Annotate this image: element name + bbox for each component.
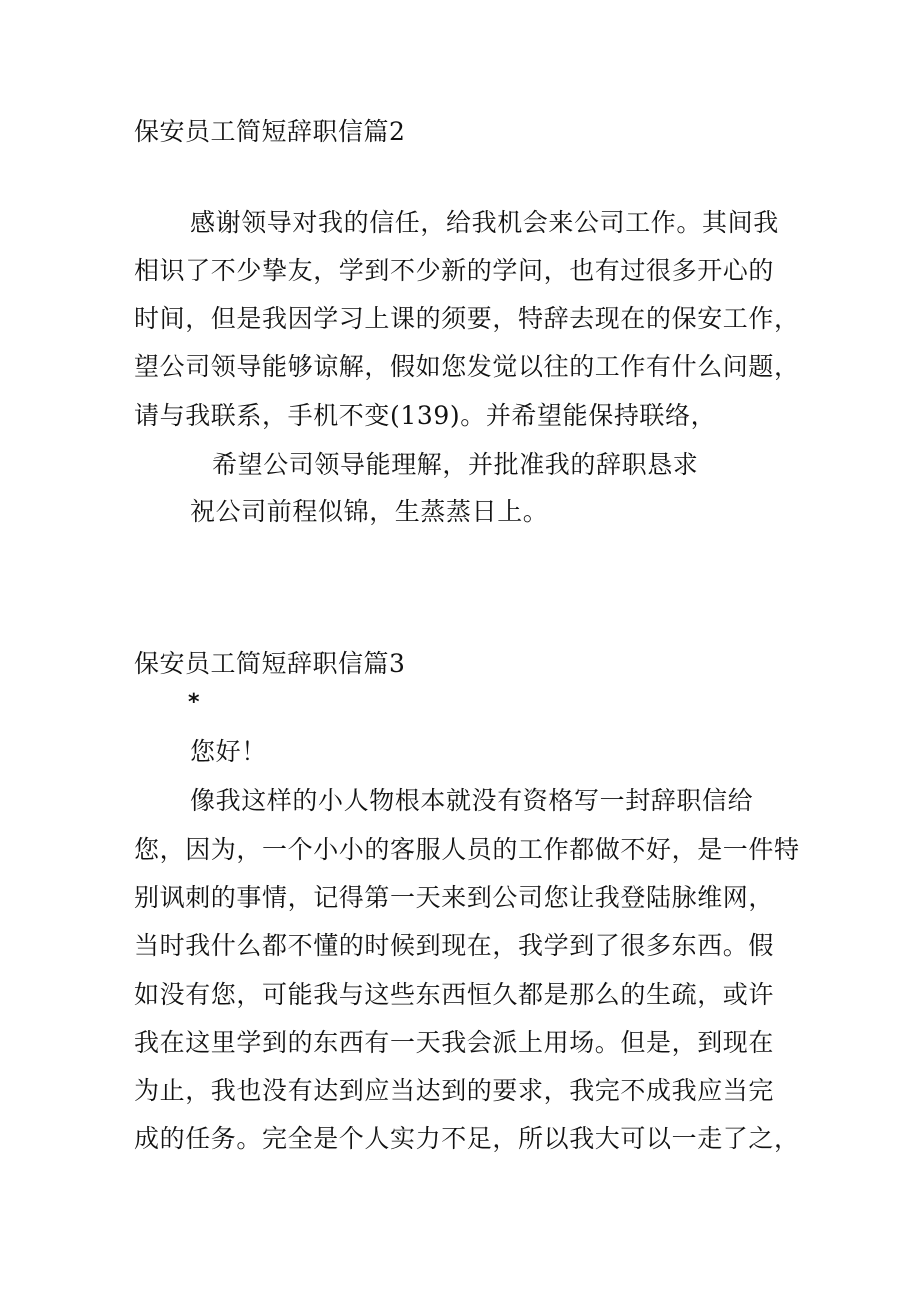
- section-3-line-4: 当时我什么都不懂的时候到现在，我学到了很多东西。假: [134, 931, 775, 960]
- section-2-line-2: 相识了不少挚友，学到不少新的学问，也有过很多开心的: [134, 256, 775, 285]
- section-3-heading: 保安员工简短辞职信篇3: [134, 649, 406, 678]
- section-2-line-5: 请与我联系，手机不变(139)。并希望能保持联络，: [134, 401, 717, 430]
- section-2-line-6: 希望公司领导能理解，并批准我的辞职恳求: [212, 450, 699, 479]
- section-2-line-1: 感谢领导对我的信任，给我机会来公司工作。其间我: [190, 208, 779, 237]
- section-2-heading: 保安员工简短辞职信篇2: [134, 117, 406, 146]
- section-3-line-5: 如没有您，可能我与这些东西恒久都是那么的生疏，或许: [134, 980, 775, 1009]
- greeting: 您好！: [190, 737, 267, 766]
- section-3-line-3: 别讽刺的事情，记得第一天来到公司您让我登陆脉维网，: [134, 883, 775, 912]
- section-3-line-2: 您，因为，一个小小的客服人员的工作都做不好，是一件特: [134, 835, 800, 864]
- section-3-line-8: 成的任务。完全是个人实力不足，所以我大可以一走了之，: [134, 1124, 800, 1153]
- section-3-line-6: 我在这里学到的东西有一天我会派上用场。但是，到现在: [134, 1028, 775, 1057]
- section-3-line-7: 为止，我也没有达到应当达到的要求，我完不成我应当完: [134, 1076, 775, 1105]
- section-2-line-4: 望公司领导能够谅解，假如您发觉以往的工作有什么问题，: [134, 352, 800, 381]
- section-3-line-1: 像我这样的小人物根本就没有资格写一封辞职信给: [190, 786, 754, 815]
- recipient-placeholder: *: [188, 690, 200, 715]
- section-2-line-3: 时间，但是我因学习上课的须要，特辞去现在的保安工作，: [134, 304, 800, 333]
- section-2-line-7: 祝公司前程似锦，生蒸蒸日上。: [190, 497, 549, 526]
